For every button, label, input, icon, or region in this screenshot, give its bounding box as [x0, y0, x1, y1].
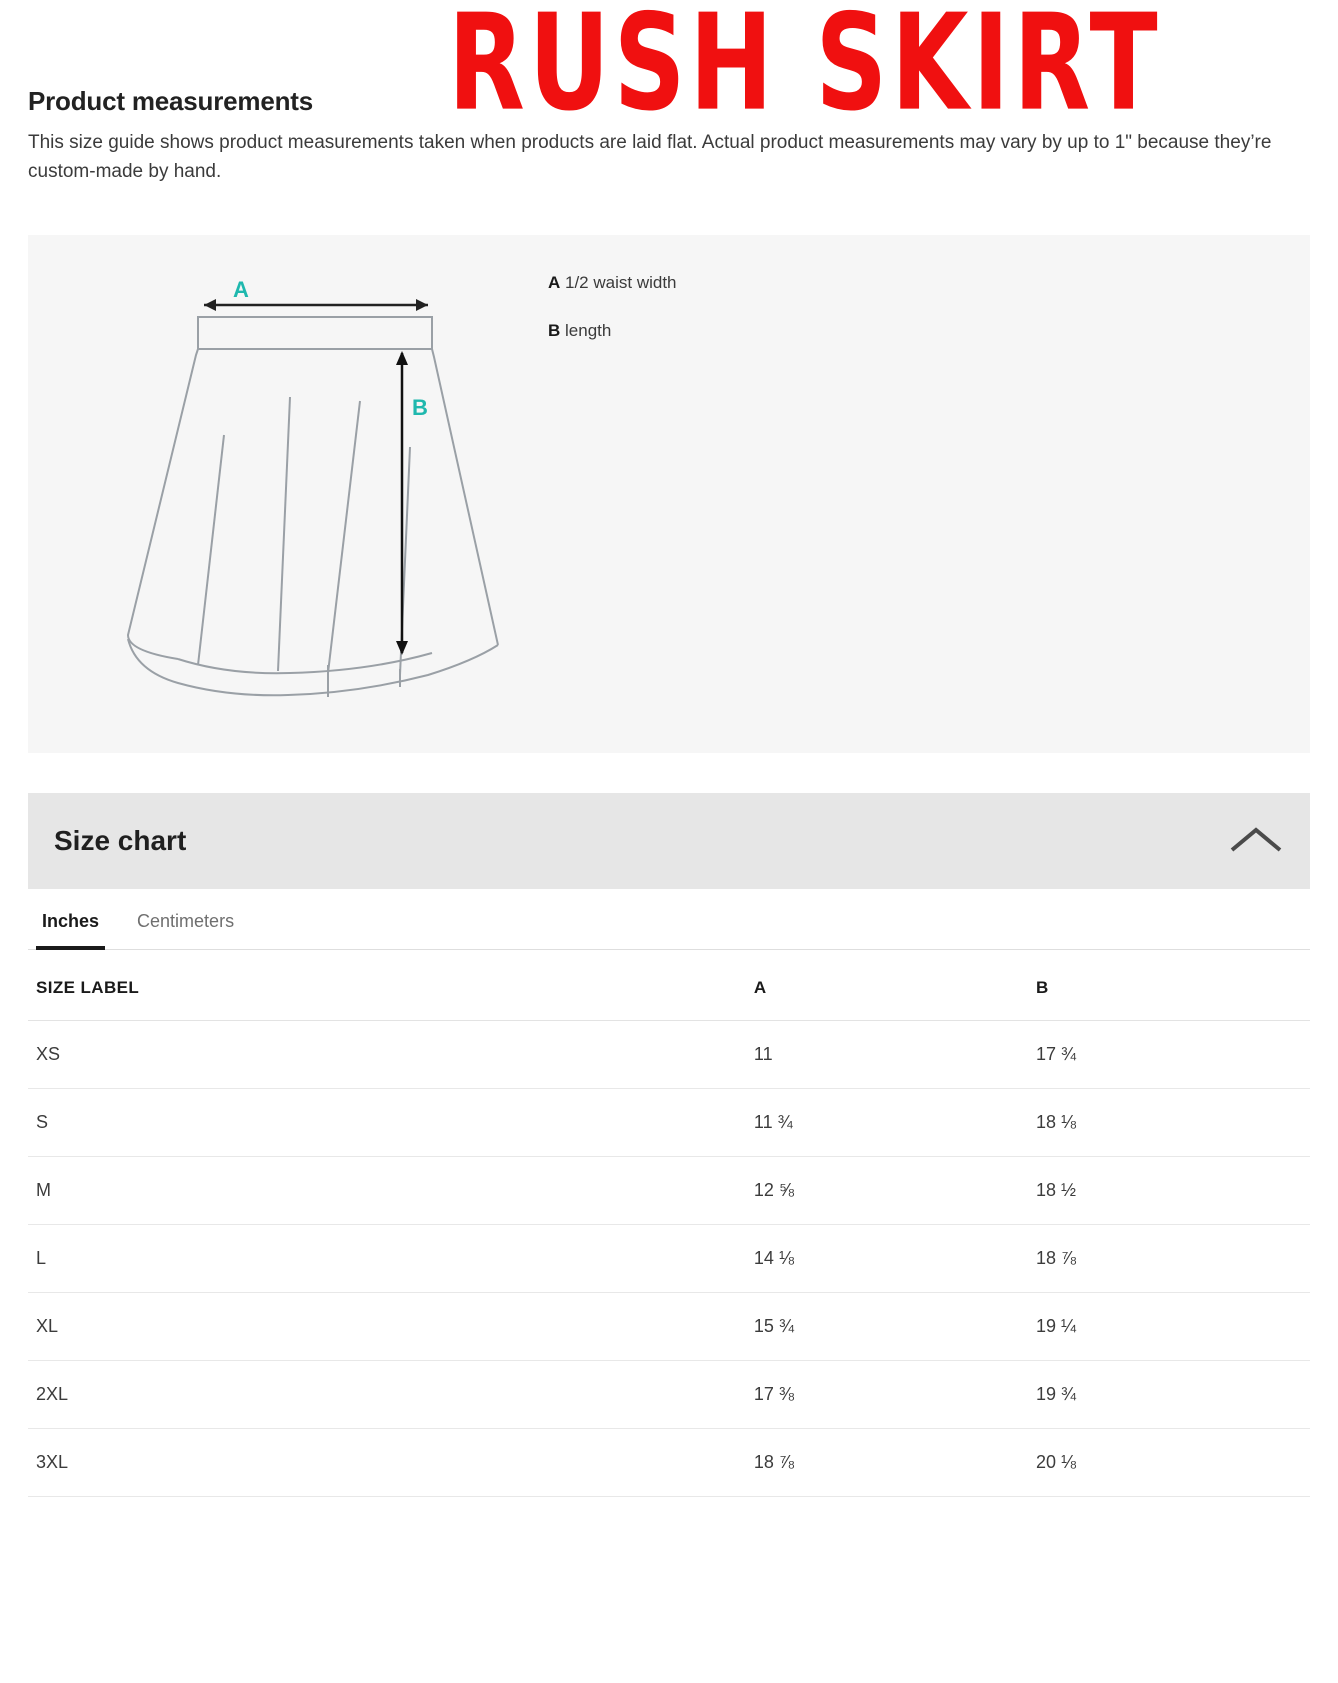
column-header-b: B [1028, 950, 1310, 1021]
column-header-a: A [746, 950, 1028, 1021]
legend-text-b: length [560, 320, 612, 340]
table-row [28, 1156, 1310, 1224]
column-header-size-label: SIZE LABEL [28, 950, 746, 1021]
skirt-illustration-svg [28, 235, 548, 753]
table-header-row [28, 950, 1310, 1021]
cell-size: L [28, 1224, 746, 1292]
cell-size: 2XL [28, 1360, 746, 1428]
cell-a: 12 ⅝ [746, 1156, 1028, 1224]
cell-b: 19 ¾ [1028, 1360, 1310, 1428]
size-chart-header[interactable] [28, 793, 1310, 889]
tab-centimeters[interactable]: Centimeters [137, 910, 235, 931]
measurement-diagram-panel [28, 235, 1310, 753]
label-a: A [233, 276, 249, 302]
chevron-up-icon[interactable] [1228, 824, 1284, 858]
skirt-diagram [28, 235, 548, 753]
cell-b: 18 ⅞ [1028, 1224, 1310, 1292]
measurement-legend [548, 235, 677, 753]
size-table [28, 950, 1310, 1497]
legend-item-a [548, 273, 677, 293]
brand-stamp: RUSH SKIRT [448, 0, 1162, 141]
cell-a: 15 ¾ [746, 1292, 1028, 1360]
cell-b: 17 ¾ [1028, 1020, 1310, 1088]
legend-key-a: A [548, 272, 561, 292]
table-row [28, 1088, 1310, 1156]
legend-item-b [548, 321, 677, 341]
cell-size: S [28, 1088, 746, 1156]
size-chart-title: Size chart [54, 824, 187, 856]
legend-key-b: B [548, 320, 561, 340]
cell-b: 19 ¼ [1028, 1292, 1310, 1360]
cell-b: 18 ⅛ [1028, 1088, 1310, 1156]
cell-size: XL [28, 1292, 746, 1360]
cell-size: 3XL [28, 1428, 746, 1496]
cell-a: 18 ⅞ [746, 1428, 1028, 1496]
table-row [28, 1020, 1310, 1088]
unit-tabs [28, 889, 1310, 950]
legend-text-a: 1/2 waist width [560, 272, 677, 292]
table-row [28, 1360, 1310, 1428]
table-row [28, 1428, 1310, 1496]
cell-b: 18 ½ [1028, 1156, 1310, 1224]
cell-size: XS [28, 1020, 746, 1088]
cell-a: 11 [746, 1020, 1028, 1088]
table-row [28, 1224, 1310, 1292]
header-row [28, 0, 1310, 150]
cell-b: 20 ⅛ [1028, 1428, 1310, 1496]
cell-a: 17 ⅜ [746, 1360, 1028, 1428]
tab-inches[interactable]: Inches [36, 889, 105, 950]
table-body [28, 1020, 1310, 1496]
cell-a: 14 ⅛ [746, 1224, 1028, 1292]
cell-a: 11 ¾ [746, 1088, 1028, 1156]
cell-size: M [28, 1156, 746, 1224]
table-row [28, 1292, 1310, 1360]
page-title: Product measurements [28, 86, 313, 116]
label-b: B [412, 394, 428, 420]
intro-text: This size guide shows product measurements taken when products are laid flat. Actual product measurements may vary by up to 1" because they’re custom-made by hand. [28, 132, 1272, 183]
